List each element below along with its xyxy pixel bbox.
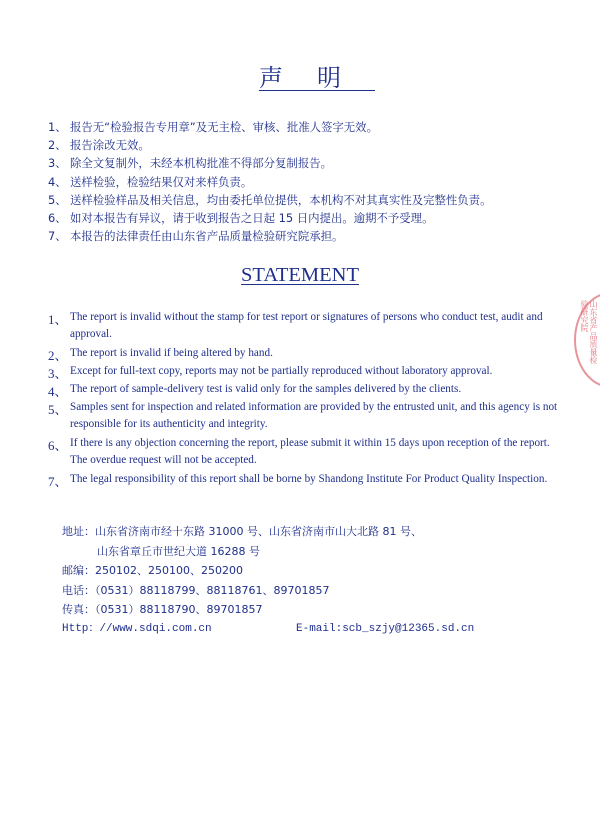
title-english: STATEMENT [241, 264, 359, 286]
seal-stamp-text: 山东省产品质量检验研究院 [580, 300, 598, 364]
list-item: 2、 The report is invalid if being altered by hand. [48, 347, 273, 363]
website-row [62, 620, 562, 640]
list-item: 4、 The report of sample-delivery test is valid only for the samples delivered by the clients. [48, 383, 462, 399]
list-item: 7、 The legal responsibility of this report shall be borne by Shandong Institute For Product Quality Inspection. [48, 473, 548, 489]
email-link[interactable]: E-mail:scb_szjy@12365.sd.cn [296, 622, 475, 635]
list-item: 5、 送样检验样品及相关信息，均由委托单位提供，本机构不对其真实性及完整性负责。 [48, 192, 492, 207]
address-line-1: 地址：山东省济南市经十东路 31000 号、山东省济南市山大北路 81 号、 [62, 525, 422, 538]
address-line-2: 山东省章丘市世纪大道 16288 号 [97, 544, 260, 558]
list-item: 7、 本报告的法律责任由山东省产品质量检验研究院承担。 [48, 229, 344, 244]
postcode: 邮编：250102、250100、250200 [62, 564, 243, 578]
list-item: 3、 除全文复制外，未经本机构批准不得部分复制报告。 [48, 156, 332, 171]
statement-list-english [48, 309, 568, 489]
list-item: 4、 送样检验，检验结果仅对来样负责。 [48, 174, 253, 189]
fax: 传真：（0531）88118790、89701857 [62, 603, 263, 617]
list-item: 2、 报告涂改无效。 [48, 138, 150, 153]
website-link[interactable]: Http：//www.sdqi.com.cn [62, 622, 212, 635]
list-item: 3、 Except for full-text copy, reports may not be partially reproduced without laboratory approval. [48, 365, 493, 381]
list-item: 6、 If there is any objection concerning the report, please submit it within 15 days upon reception of the report. The overdue request will not be accepted. [48, 437, 550, 466]
list-item: 1、 The report is invalid without the stamp for test report or signatures of persons who conduct test, audit and approval. [48, 311, 543, 340]
statement-list-chinese [48, 118, 568, 245]
list-item: 5、 Samples sent for inspection and related information are provided by the entrusted unit, and this agency is not responsible for its authenticity and integrity. [48, 401, 558, 430]
title-chinese: 声明 [259, 64, 375, 92]
list-item: 6、 如对本报告有异议，请于收到报告之日起 15 日内提出。逾期不予受理。 [48, 210, 434, 225]
contact-info [62, 522, 562, 640]
phone: 电话：（0531）88118799、88118761、89701857 [62, 583, 330, 597]
list-item: 1、 报告无“检验报告专用章”及无主检、审核、批准人签字无效。 [48, 120, 378, 134]
